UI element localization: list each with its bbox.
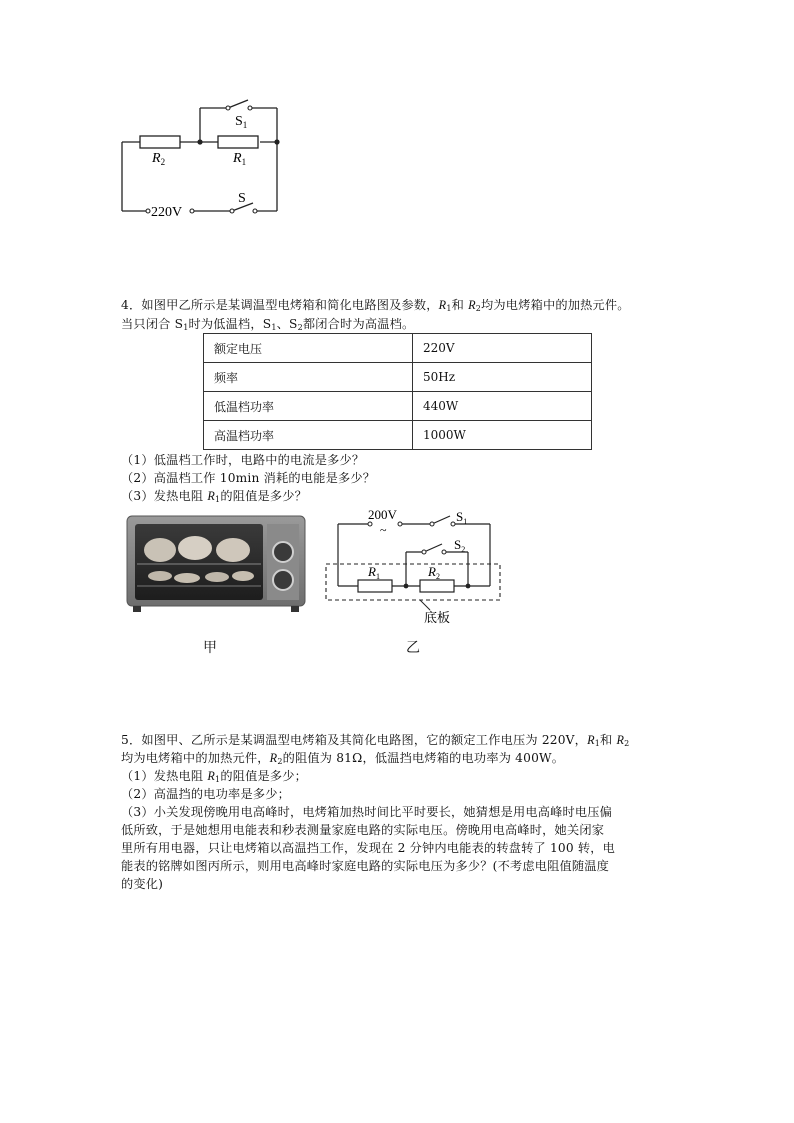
table-cell: 1000W — [413, 421, 592, 450]
q4-sub2: （2）高温档工作 10min 消耗的电能是多少？ — [121, 471, 376, 485]
q5-line1: 5．如图甲、乙所示是某调温型电烤箱及其简化电路图，它的额定工作电压为 220V，$R_1$和 $R_2$ — [121, 733, 630, 748]
resistor-r1 — [358, 580, 392, 592]
q5-line3: （1）发热电阻 $R_1$的阻值是多少； — [121, 769, 308, 784]
caption-jia: 甲 — [203, 640, 217, 656]
label-base: 底板 — [424, 611, 451, 626]
label-220v: 220V — [151, 205, 183, 220]
table-row — [204, 421, 592, 450]
resistor-r1 — [218, 136, 258, 148]
q5-line7: 里所有用电器，只让电烤箱以高温挡工作，发现在 2 分钟内电能表的转盘转了 100 转，电 — [121, 841, 616, 855]
knob-top-icon — [273, 542, 293, 562]
knob-bottom-icon — [273, 570, 293, 590]
table-cell: 440W — [413, 392, 592, 421]
label-s: S — [238, 191, 246, 206]
q4-line2: 当只闭合 $S_1$时为低温档，$S_1$、$S_2$都闭合时为高温档。 — [121, 317, 415, 332]
q4-line1: 4．如图甲乙所示是某调温型电烤箱和简化电路图及参数，$R_1$和 $R_2$均为电烤箱中的加热元件。 — [121, 298, 630, 313]
label-tilde: ~ — [380, 523, 387, 537]
table-cell: 高温档功率 — [204, 421, 413, 450]
parameter-table — [203, 333, 592, 450]
q4-sub1: （1）低温档工作时，电路中的电流是多少？ — [121, 453, 365, 467]
q5-line9: 的变化) — [121, 877, 164, 891]
label-r2: $R_2$ — [428, 564, 440, 581]
table-row — [204, 363, 592, 392]
label-s1: $S_1$ — [456, 509, 468, 526]
table-cell: 额定电压 — [204, 334, 413, 363]
table-cell: 220V — [413, 334, 592, 363]
q5-line6: 低所致，于是她想用电能表和秒表测量家庭电路的实际电压。傍晚用电高峰时，她关闭家 — [121, 823, 605, 837]
top-circuit-diagram — [110, 90, 300, 230]
label-r2: $R_2$ — [152, 151, 166, 167]
table-cell: 低温档功率 — [204, 392, 413, 421]
q4-sub3: （3）发热电阻 $R_1$的阻值是多少？ — [121, 489, 308, 504]
oven-photo — [125, 514, 308, 616]
table-cell: 频率 — [204, 363, 413, 392]
label-r1: $R_1$ — [233, 151, 247, 167]
table-cell: 50Hz — [413, 363, 592, 392]
q5-line5: （3）小关发现傍晚用电高峰时，电烤箱加热时间比平时要长，她猜想是用电高峰时电压偏 — [121, 805, 613, 819]
label-200v: 200V — [368, 507, 397, 522]
oven-circuit-diagram — [320, 504, 510, 630]
label-r1: $R_1$ — [368, 564, 380, 581]
label-s2: $S_2$ — [454, 537, 466, 554]
q5-line2: 均为电烤箱中的加热元件，$R_2$的阻值为 81Ω，低温挡电烤箱的电功率为 400W。 — [121, 751, 565, 766]
resistor-r2 — [420, 580, 454, 592]
label-s1: $S_1$ — [235, 114, 248, 130]
q5-line4: （2）高温挡的电功率是多少； — [121, 787, 290, 801]
table-row — [204, 334, 592, 363]
table-row — [204, 392, 592, 421]
caption-yi: 乙 — [406, 640, 420, 656]
q5-line8: 能表的铭牌如图丙所示，则用电高峰时家庭电路的实际电压为多少？(不考虑电阻值随温度 — [121, 859, 610, 873]
resistor-r2 — [140, 136, 180, 148]
